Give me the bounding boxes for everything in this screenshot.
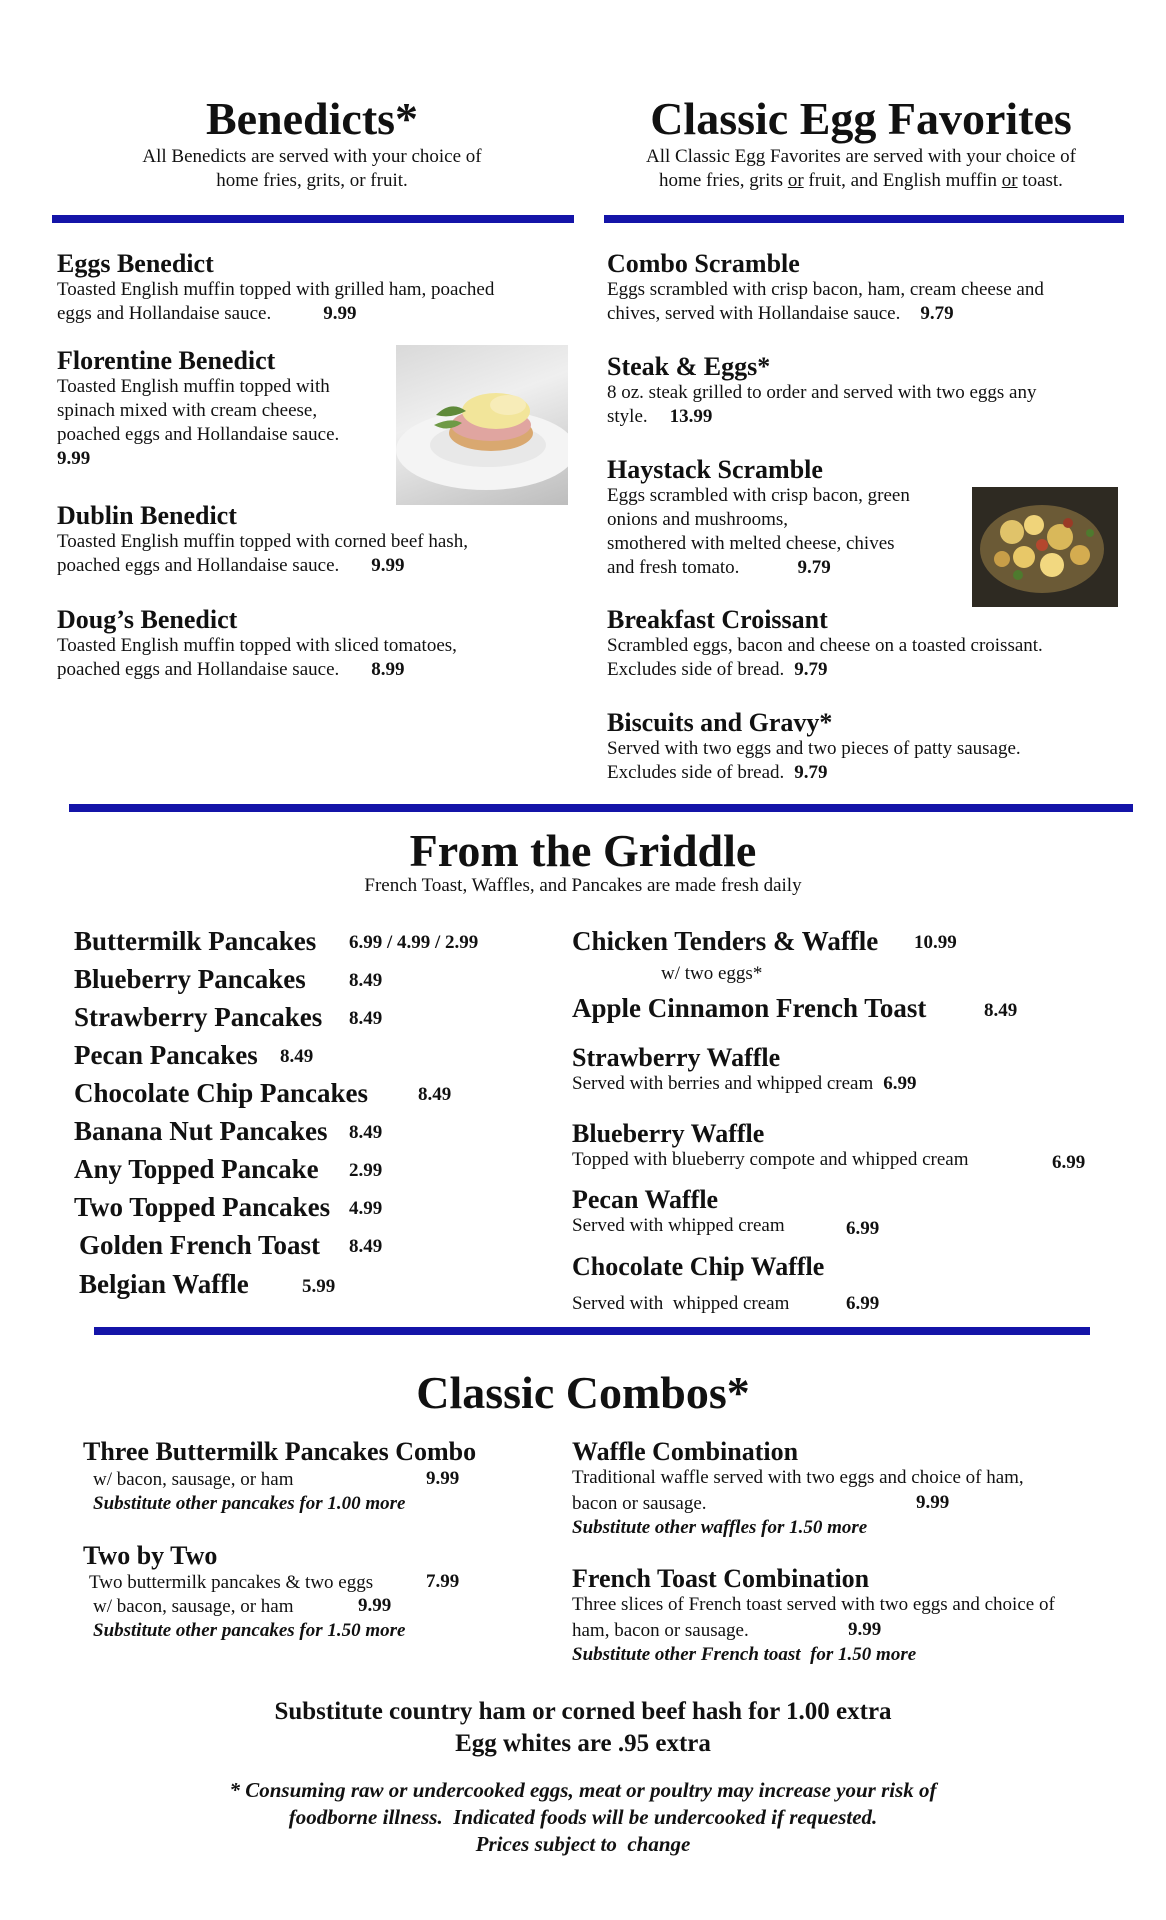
classic-egg-subtitle-line2: home fries, grits or fruit, and English muffin or toast.	[659, 170, 1063, 191]
item-description: Toasted English muffin topped with grilled ham, poached	[57, 279, 495, 300]
item-name: Haystack Scramble	[607, 455, 823, 484]
item-price: 8.49	[984, 1000, 1018, 1021]
item-price: 4.99	[349, 1198, 383, 1219]
item-description: chives, served with Hollandaise sauce. 9.79	[607, 303, 954, 324]
benedicts-title: Benedicts*	[205, 93, 419, 144]
item-description: and fresh tomato. 9.79	[607, 557, 831, 578]
combos-divider-top	[94, 1327, 1090, 1335]
item-description: Served with whipped cream	[572, 1215, 785, 1236]
item-description: onions and mushrooms,	[607, 509, 789, 530]
menu-item	[57, 606, 577, 682]
substitution-note: Substitute other waffles for 1.50 more	[572, 1517, 868, 1538]
item-name: Combo Scramble	[607, 249, 800, 278]
item-description: 8 oz. steak grilled to order and served with two eggs any	[607, 382, 1037, 403]
menu-item	[607, 353, 1127, 429]
price-change-note: Prices subject to change	[475, 1832, 691, 1856]
item-name: Waffle Combination	[572, 1437, 799, 1466]
item-note: w/ two eggs*	[661, 963, 763, 984]
item-description: Excludes side of bread. 9.79	[607, 659, 828, 680]
item-name: Steak & Eggs*	[607, 352, 771, 381]
item-description: bacon or sausage.	[572, 1493, 707, 1514]
menu-item	[607, 606, 1147, 682]
item-price: 9.99	[848, 1619, 882, 1640]
griddle-item	[74, 1078, 368, 1109]
benedicts-divider	[52, 215, 574, 223]
item-description: ham, bacon or sausage.	[572, 1620, 749, 1641]
item-name: Florentine Benedict	[57, 346, 276, 375]
menu-item	[607, 250, 1127, 326]
item-name: Buttermilk Pancakes	[74, 926, 317, 956]
menu-item	[57, 250, 577, 326]
item-name: Two Topped Pancakes	[74, 1192, 331, 1222]
item-name: Pecan Pancakes	[74, 1040, 258, 1070]
griddle-item	[572, 1044, 1132, 1096]
item-name: Two by Two	[83, 1541, 218, 1570]
combo-item	[572, 1565, 1162, 1617]
classic-egg-divider	[604, 215, 1124, 223]
item-name: Blueberry Pancakes	[74, 964, 306, 994]
griddle-item	[74, 1154, 319, 1185]
health-warning-line1: * Consuming raw or undercooked eggs, meat or poultry may increase your risk of	[229, 1778, 937, 1802]
haystack-scramble-photo	[972, 487, 1118, 607]
griddle-item	[572, 993, 926, 1024]
item-name: Golden French Toast	[79, 1230, 321, 1260]
item-description: w/ bacon, sausage, or ham	[93, 1469, 294, 1490]
item-price: 8.99	[371, 659, 405, 680]
item-description: Two buttermilk pancakes & two eggs	[89, 1572, 374, 1593]
item-price: 8.49	[280, 1046, 314, 1067]
griddle-item	[572, 1253, 1132, 1281]
griddle-item	[74, 1002, 322, 1033]
item-name: Apple Cinnamon French Toast	[572, 993, 927, 1023]
item-name: Biscuits and Gravy*	[607, 708, 833, 737]
item-name: Strawberry Waffle	[572, 1043, 781, 1072]
item-price: 9.99	[57, 448, 91, 469]
item-description: Toasted English muffin topped with	[57, 376, 330, 397]
item-price: 8.49	[349, 970, 383, 991]
combo-item	[572, 1438, 1152, 1490]
item-price: 13.99	[669, 406, 713, 427]
item-description: poached eggs and Hollandaise sauce. 8.99	[57, 659, 405, 680]
item-name: Chocolate Chip Pancakes	[74, 1078, 369, 1108]
item-price: 8.49	[418, 1084, 452, 1105]
item-description: Topped with blueberry compote and whipped cream	[572, 1149, 969, 1170]
griddle-subtitle: French Toast, Waffles, and Pancakes are made fresh daily	[364, 875, 802, 896]
extras-note-1: Substitute country ham or corned beef hash for 1.00 extra	[274, 1698, 892, 1725]
item-price: 9.99	[323, 303, 357, 324]
item-name: Strawberry Pancakes	[74, 1002, 323, 1032]
item-price: 8.49	[349, 1236, 383, 1257]
item-name: Chicken Tenders & Waffle	[572, 926, 879, 956]
benedicts-subtitle-line2: home fries, grits, or fruit.	[216, 170, 408, 191]
item-name: Eggs Benedict	[57, 249, 214, 278]
item-price: 9.99	[358, 1595, 392, 1616]
item-description: Eggs scrambled with crisp bacon, ham, cream cheese and	[607, 279, 1044, 300]
item-price: 6.99	[883, 1073, 917, 1094]
item-price: 6.99 / 4.99 / 2.99	[349, 932, 479, 953]
item-description: Three slices of French toast served with two eggs and choice of	[572, 1594, 1055, 1615]
item-name: Banana Nut Pancakes	[74, 1116, 328, 1146]
combo-item	[83, 1542, 217, 1570]
item-description: Toasted English muffin topped with corned beef hash,	[57, 531, 468, 552]
extras-note-2: Egg whites are .95 extra	[455, 1730, 711, 1757]
item-name: Blueberry Waffle	[572, 1119, 765, 1148]
substitution-note: Substitute other French toast for 1.50 more	[572, 1644, 917, 1665]
griddle-item	[74, 1040, 258, 1071]
menu-item	[57, 347, 397, 471]
item-name: Dublin Benedict	[57, 501, 237, 530]
item-name: Any Topped Pancake	[74, 1154, 319, 1184]
eggs-benedict-photo	[396, 345, 568, 505]
item-description: poached eggs and Hollandaise sauce. 9.99	[57, 555, 405, 576]
item-price: 7.99	[426, 1571, 460, 1592]
item-description: Toasted English muffin topped with sliced tomatoes,	[57, 635, 457, 656]
item-description: spinach mixed with cream cheese,	[57, 400, 318, 421]
griddle-item	[74, 926, 316, 957]
griddle-item	[74, 964, 306, 995]
griddle-title: From the Griddle	[409, 825, 757, 876]
griddle-item	[74, 1116, 328, 1147]
item-name: French Toast Combination	[572, 1564, 870, 1593]
item-price: 6.99	[1052, 1152, 1086, 1173]
item-price: 2.99	[349, 1160, 383, 1181]
item-description: smothered with melted cheese, chives	[607, 533, 895, 554]
griddle-item	[79, 1230, 320, 1261]
item-price: 9.99	[916, 1492, 950, 1513]
item-description: Served with two eggs and two pieces of patty sausage.	[607, 738, 1021, 759]
item-price: 9.99	[371, 555, 405, 576]
classic-egg-title: Classic Egg Favorites	[650, 93, 1072, 144]
item-price: 6.99	[846, 1293, 880, 1314]
item-name: Doug’s Benedict	[57, 605, 238, 634]
item-price: 9.79	[797, 557, 831, 578]
combo-item	[83, 1438, 543, 1466]
griddle-item	[572, 926, 878, 957]
menu-item	[607, 456, 967, 580]
menu-item	[607, 709, 1147, 785]
griddle-divider-top	[69, 804, 1133, 812]
item-description: Eggs scrambled with crisp bacon, green	[607, 485, 910, 506]
item-description: poached eggs and Hollandaise sauce.	[57, 424, 340, 445]
benedicts-subtitle-line1: All Benedicts are served with your choice of	[142, 146, 482, 167]
item-name: Three Buttermilk Pancakes Combo	[83, 1437, 477, 1466]
item-price: 9.99	[426, 1468, 460, 1489]
item-description: eggs and Hollandaise sauce. 9.99	[57, 303, 357, 324]
classic-egg-subtitle-line1: All Classic Egg Favorites are served with your choice of	[645, 146, 1077, 167]
item-description: Traditional waffle served with two eggs and choice of ham,	[572, 1467, 1024, 1488]
item-price: 6.99	[846, 1218, 880, 1239]
griddle-item	[74, 1192, 330, 1223]
item-price: 5.99	[302, 1276, 336, 1297]
item-name: Belgian Waffle	[79, 1269, 249, 1299]
item-description: Excludes side of bread. 9.79	[607, 762, 828, 783]
item-name: Pecan Waffle	[572, 1185, 719, 1214]
item-price: 9.79	[920, 303, 954, 324]
griddle-item	[79, 1269, 249, 1300]
substitution-note: Substitute other pancakes for 1.50 more	[93, 1620, 406, 1641]
item-name: Breakfast Croissant	[607, 605, 828, 634]
item-price: 9.79	[794, 762, 828, 783]
item-price: 9.79	[794, 659, 828, 680]
item-description: Served with berries and whipped cream 6.99	[572, 1073, 917, 1094]
item-description: Scrambled eggs, bacon and cheese on a toasted croissant.	[607, 635, 1043, 656]
item-description: style. 13.99	[607, 406, 713, 427]
substitution-note: Substitute other pancakes for 1.00 more	[93, 1493, 406, 1514]
item-price: 10.99	[914, 932, 957, 953]
item-name: Chocolate Chip Waffle	[572, 1252, 825, 1281]
health-warning-line2: foodborne illness. Indicated foods will be undercooked if requested.	[288, 1805, 878, 1829]
item-price: 8.49	[349, 1122, 383, 1143]
item-description: Served with whipped cream	[572, 1293, 790, 1314]
combos-title: Classic Combos*	[416, 1367, 750, 1418]
item-price: 8.49	[349, 1008, 383, 1029]
menu-item	[57, 502, 577, 578]
item-description: w/ bacon, sausage, or ham	[93, 1596, 294, 1617]
